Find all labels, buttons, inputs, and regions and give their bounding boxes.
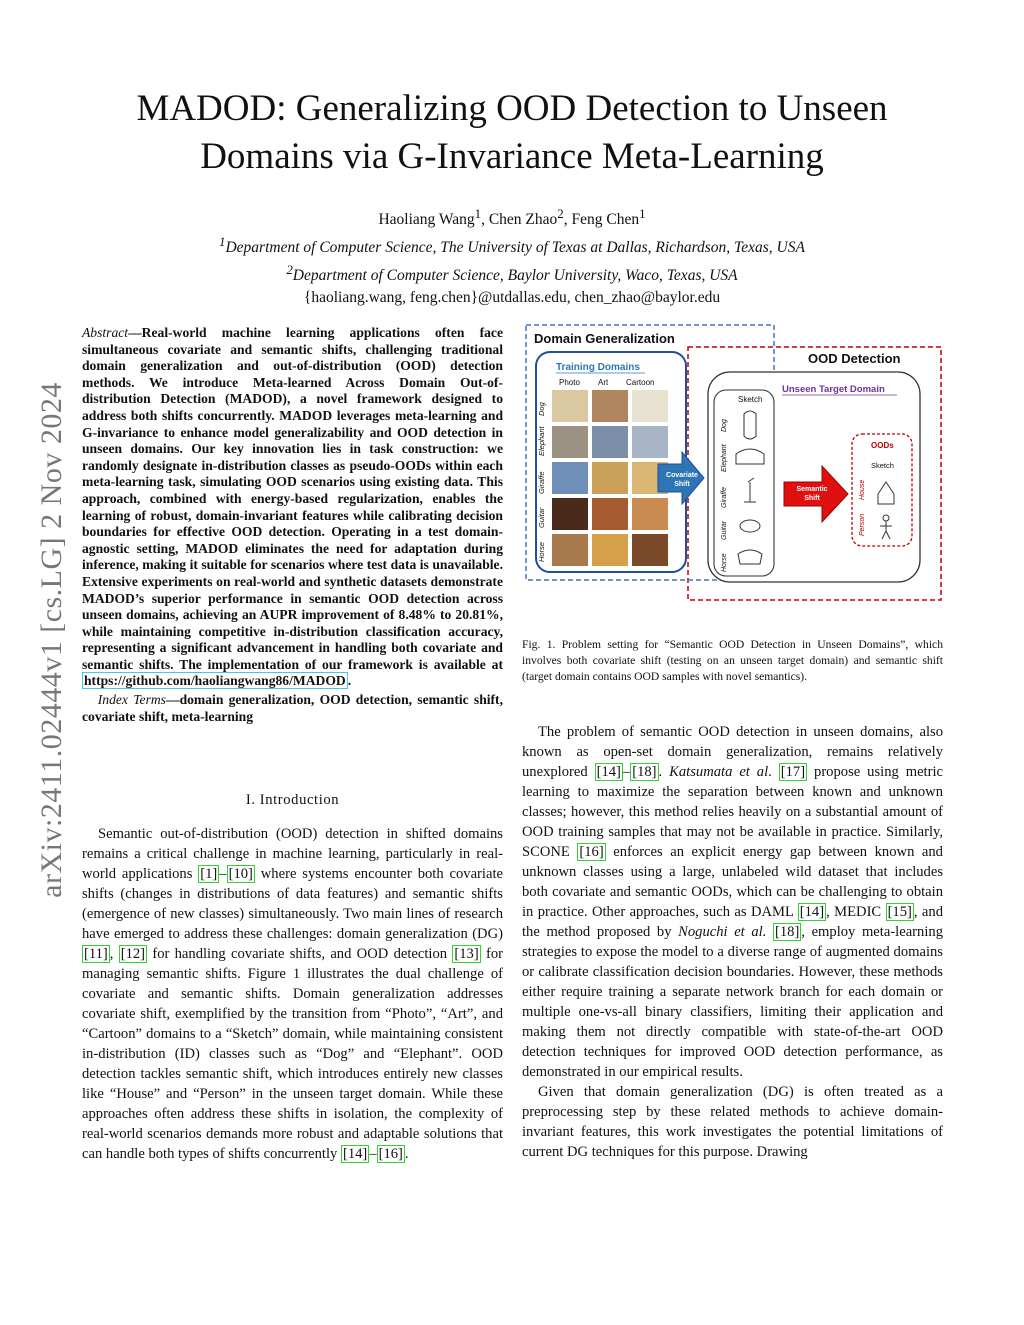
abstract	[82, 325, 503, 725]
semantic-label-1: Semantic	[796, 486, 828, 493]
sketch-label: Sketch	[738, 395, 763, 404]
dash: –	[219, 866, 227, 882]
sep: .	[768, 764, 779, 780]
citation-link[interactable]: [1]	[200, 866, 218, 882]
intro-text: for managing semantic shifts. Figure 1 illustrates the dual challenge of covariate and semantic shifts. Domain generalization addresses covariate shift, exemplified by the transition from “Photo”, “Art”, and “Cartoon” domains to a “Sketch” domain, while maintaining consistent in-distribution (ID) classes such as “Dog” and “Elephant”. OOD detection tackles semantic shift, which introduces entirely new classes like “House” and “Person” in the unseen target domain. While these approaches often address these shifts in isolation, the complexity of real-world scenarios demands more robust and adaptable solutions that can handle both types of shifts concurrently	[82, 946, 503, 1162]
dash: –	[622, 764, 631, 780]
citation-link[interactable]: [10]	[228, 866, 253, 882]
citation-link[interactable]: [14]	[799, 904, 825, 920]
citation-link[interactable]: [16]	[579, 844, 604, 860]
row-elephant: Elephant	[537, 426, 546, 456]
index-terms	[82, 692, 503, 725]
period: .	[404, 1146, 409, 1162]
row-guitar: Guitar	[537, 507, 546, 528]
body-text: , employ meta-learning strategies to expose the model to a diverse range of augmented domains or calibrate classification decision boundaries. However, these methods either require training a separate network branch for each domain or multiple one-vs-all binary classifiers, limiting their application and making them not directly compatible with state-of-the-art OOD detection techniques for improved OOD detection performance, as demonstrated in our empirical results.	[522, 924, 943, 1080]
body-text: The problem of semantic OOD detection in unseen domains, also known as open-set domain generalization, remains relatively unexplored	[522, 724, 943, 780]
paper-title	[60, 85, 964, 181]
aff-1-sup: 1	[219, 234, 226, 250]
author-3-sup: 1	[639, 206, 646, 221]
training-domains-label: Training Domains	[556, 362, 640, 373]
right-paragraph-2: Given that domain generalization (DG) is often treated as a preprocessing step by these related methods to achieve domain-invariant features, this work investigates the potential limitations of current DG techniques for this purpose. Drawing	[522, 1084, 943, 1160]
target-row-elephant: Elephant	[721, 444, 728, 472]
row-horse: Horse	[537, 541, 546, 562]
row-dog: Dog	[537, 402, 546, 416]
figure-caption: Fig. 1. Problem setting for “Semantic OOD Detection in Unseen Domains”, which involves both covariate shift (testing on an unseen target domain) and semantic shift (target domain contains OOD samples with novel semantics).	[522, 638, 943, 683]
ood-title: OOD Detection	[808, 351, 901, 366]
target-row-giraffe: Giraffe	[721, 486, 728, 508]
author-emails: {haoliang.wang, feng.chen}@utdallas.edu, chen_zhao@baylor.edu	[303, 289, 721, 307]
citation-link[interactable]: [16]	[378, 1146, 403, 1162]
affiliation-1	[60, 231, 964, 259]
citation-link[interactable]: [13]	[454, 946, 479, 962]
author-3: Feng Chen	[571, 211, 640, 229]
col-art: Art	[598, 378, 609, 387]
target-row-guitar: Guitar	[721, 520, 728, 540]
training-image-grid	[552, 390, 668, 566]
sep: .	[658, 764, 670, 780]
covariate-label-1: Covariate	[666, 472, 698, 479]
citation-link[interactable]: [15]	[887, 904, 912, 920]
body-text: propose using metric learning to maximize the separation between known and unknown classes; however, this method relies heavily on a substantial amount of OOD training samples that may not be available in practice. Similarly, SCONE	[522, 764, 943, 860]
citation-link[interactable]: [14]	[596, 764, 621, 780]
title-line-1: MADOD: Generalizing OOD Detection to Unseen	[136, 88, 888, 129]
citation-link[interactable]: [17]	[780, 764, 806, 780]
author-ref: Noguchi et al.	[678, 924, 767, 940]
aff-2-sup: 2	[286, 262, 293, 278]
author-1: Haoliang Wang	[378, 211, 475, 229]
oods-label: OODs	[871, 441, 894, 450]
abstract-end: .	[347, 673, 352, 689]
right-paragraph-1	[522, 722, 943, 1082]
intro-text: where systems encounter both covariate shifts (changes in distributions of data features) and semantic shifts (emergence of new classes) simultaneously. Two main lines of research have emerged to address these challenges: domain generalization (DG)	[82, 866, 503, 942]
ood-row-person: Person	[859, 513, 866, 536]
body-text: , and the method proposed by	[522, 904, 944, 940]
covariate-label-2: Shift	[674, 481, 690, 488]
aff-1-text: Department of Computer Science, The University of Texas at Dallas, Richardson, Texas, USA	[225, 239, 805, 257]
section-heading-introduction: I. Introduction	[245, 792, 340, 808]
author-block	[60, 203, 964, 309]
sep: ,	[109, 946, 119, 962]
target-row-dog: Dog	[721, 419, 728, 432]
figure-1	[522, 322, 944, 604]
sep: , MEDIC	[826, 904, 886, 920]
intro-text: Semantic out-of-distribution (OOD) detection in shifted domains remains a critical challenge in machine learning, particularly in real-world applications	[82, 826, 503, 882]
affiliation-2	[60, 259, 964, 287]
index-terms-label: Index Terms	[97, 692, 166, 708]
author-ref: Katsumata et al	[669, 764, 769, 780]
citation-link[interactable]: [14]	[342, 1146, 368, 1162]
right-column-text	[522, 722, 943, 1162]
oods-sketch-label: Sketch	[871, 461, 894, 470]
ood-row-house: House	[859, 479, 866, 500]
arxiv-stamp: arXiv:2411.02444v1 [cs.LG] 2 Nov 2024	[35, 382, 68, 898]
index-terms-text: —domain generalization, OOD detection, semantic shift, covariate shift, meta-learning	[82, 692, 503, 724]
abstract-label: Abstract	[82, 325, 129, 340]
body-text: enforces an explicit energy gap between known and unknown classes using a large, unlabeled wild dataset that includes both covariate and semantic OODs, which can be challenging to obtain in practice. Other approaches, such as DAML	[522, 844, 943, 920]
author-2-sup: 2	[557, 206, 564, 221]
intro-text: for handling covariate shifts, and OOD detection	[147, 946, 453, 962]
citation-link[interactable]: [12]	[120, 946, 146, 962]
citation-link[interactable]: [11]	[84, 946, 108, 962]
row-giraffe: Giraffe	[537, 471, 546, 494]
author-names: Haoliang Wang$^1$, Chen Zhao$^2$, Feng Chen$^1$	[378, 206, 646, 229]
sep	[766, 924, 773, 940]
target-row-horse: Horse	[721, 553, 728, 572]
author-1-sup: 1	[474, 206, 482, 221]
citation-link[interactable]: [18]	[632, 764, 657, 780]
abstract-text: —Real-world machine learning applications often face simultaneous covariate and semantic shifts, challenging traditional domain generalization and out-of-distribution (OOD) detection methods. We introduce Meta-learned Across Domain Out-of-distribution Detection (MADOD), a novel framework designed to address both shifts concurrently. MADOD leverages meta-learning and G-invariance to enhance model generalizability and OOD detection in unseen domains. Our key innovation lies in task construction: we randomly designate in-distribution classes as pseudo-OODs within each meta-learning task, simulating OOD scenarios using existing data. This approach, combined with energy-based regularization, enables the learning of robust, domain-invariant features while calibrating decision boundaries for effective OOD detection. Operating in a test domain-agnostic setting, MADOD eliminates the need for adaptation during inference, making it suitable for scenarios where test data is unavailable. Extensive experiments on real-world and synthetic datasets demonstrate MADOD’s superior performance in semantic OOD detection across unseen domains, achieving an AUPR improvement of 8.48% to 20.81%, while maintaining competitive in-distribution classification accuracy, representing a significant advancement in handling both covariate and semantic shifts. The implementation of our framework is available at	[82, 325, 503, 672]
citation-link[interactable]: [18]	[774, 924, 800, 940]
dash: –	[369, 1146, 377, 1162]
unseen-target-label: Unseen Target Domain	[782, 384, 885, 395]
title-line-2: Domains via G-Invariance Meta-Learning	[200, 136, 824, 177]
col-photo: Photo	[559, 378, 580, 387]
col-cartoon: Cartoon	[626, 378, 655, 387]
aff-2-text: Department of Computer Science, Baylor University, Waco, Texas, USA	[292, 267, 738, 285]
dg-title: Domain Generalization	[534, 331, 675, 346]
author-2: Chen Zhao	[488, 211, 558, 229]
intro-paragraph-1	[82, 824, 503, 1164]
semantic-label-2: Shift	[804, 495, 820, 502]
github-link[interactable]: https://github.com/haoliangwang86/MADOD	[84, 673, 346, 689]
